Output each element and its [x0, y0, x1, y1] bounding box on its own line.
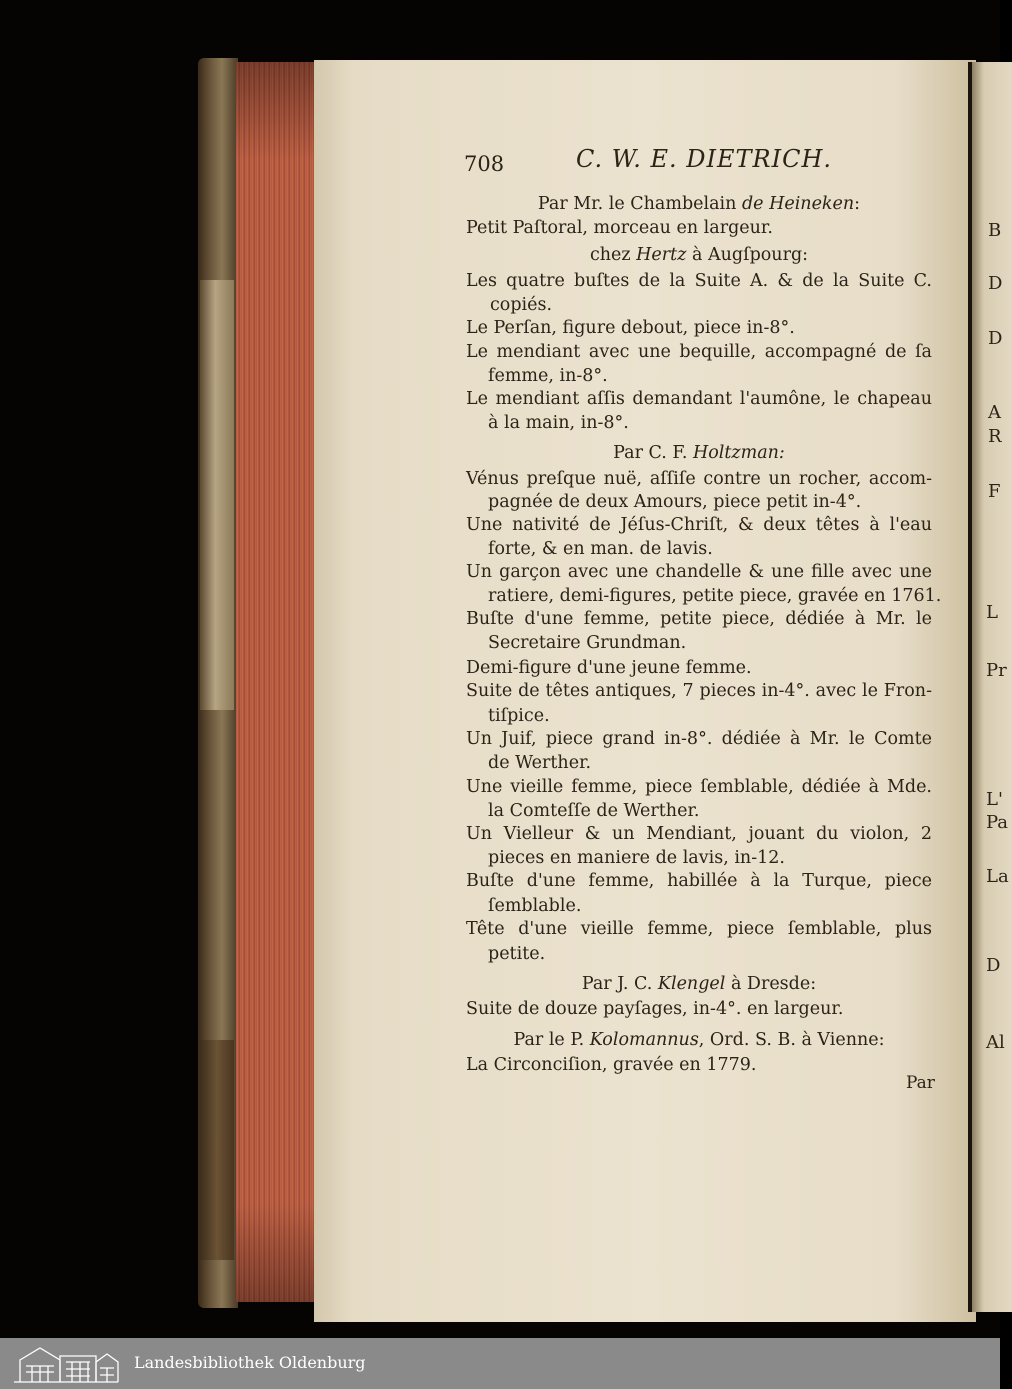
facing-page-letter: D	[988, 273, 1003, 294]
text-line: la Comteſſe de Werther.	[488, 801, 700, 821]
text-line: Demi-figure d'une jeune femme.	[466, 658, 752, 678]
text-line: Suite de têtes antiques, 7 pieces in-4°. avec le Fron-	[466, 681, 932, 701]
facing-page-letter: Al	[986, 1032, 1005, 1053]
facing-page-letter: D	[988, 328, 1003, 349]
facing-page-letter: B	[988, 220, 1002, 241]
text-line: Une vieille femme, piece ſemblable, dédiée à Mde.	[466, 777, 932, 797]
section-heading: Par J. C. Klengel à Dresde:	[581, 974, 817, 994]
facing-page-letter: La	[986, 866, 1009, 887]
facing-page-letter: F	[988, 481, 1001, 502]
facing-page-sliver	[972, 62, 1012, 1312]
page-edges-shade	[236, 62, 316, 1302]
text-line: Buſte d'une femme, petite piece, dédiée à Mr. le	[466, 609, 932, 629]
text-line: pieces en maniere de lavis, in-12.	[488, 848, 785, 868]
text-line: Un Juif, piece grand in-8°. dédiée à Mr. le Comte	[466, 729, 932, 749]
text-line: Le mendiant avec une bequille, accompagné de ſa	[466, 342, 932, 362]
text-line: Tête d'une vieille femme, piece ſemblable, plus	[466, 919, 932, 939]
spine-worn-patch-lower	[200, 1040, 234, 1260]
text-line: Le Perſan, figure debout, piece in-8°.	[466, 318, 795, 338]
text-line: La Circonciſion, gravée en 1779.	[466, 1055, 757, 1075]
facing-page-letter: L'	[986, 789, 1003, 810]
page-number: 708	[464, 152, 505, 176]
facing-page-letter: A	[988, 402, 1001, 423]
text-line: Les quatre buſtes de la Suite A. & de la Suite C.	[466, 271, 932, 291]
text-line: ſemblable.	[488, 896, 582, 916]
text-line: Le mendiant aſſis demandant l'aumône, le chapeau	[466, 389, 932, 409]
text-line: copiés.	[490, 295, 553, 315]
text-line: Suite de douze payſages, in-4°. en largeur.	[466, 999, 844, 1019]
catchword: Par	[906, 1073, 935, 1093]
facing-page-letter: L	[986, 602, 998, 623]
text-line: Un Vielleur & un Mendiant, jouant du violon, 2	[466, 824, 932, 844]
text-line: Buſte d'une femme, habillée à la Turque, piece	[466, 871, 932, 891]
text-line: petite.	[488, 944, 546, 964]
facing-page-letter: Pr	[986, 660, 1007, 681]
text-line: tiſpice.	[488, 706, 550, 726]
text-line: forte, & en man. de lavis.	[488, 539, 713, 559]
text-line: Petit Paſtoral, morceau en largeur.	[466, 218, 773, 238]
library-building-icon	[10, 1342, 122, 1385]
text-line: Une nativité de Jéſus-Chriſt, & deux têtes à l'eau	[466, 515, 932, 535]
text-line: Secretaire Grundman.	[488, 633, 687, 653]
text-line: Un garçon avec une chandelle & une fille avec une	[466, 562, 932, 582]
section-heading: Par Mr. le Chambelain de Heineken:	[537, 194, 861, 214]
section-heading: Par le P. Kolomannus, Ord. S. B. à Vienne:	[513, 1030, 885, 1050]
text-line: femme, in-8°.	[488, 366, 608, 386]
text-line: ratiere, demi-figures, petite piece, gravée en 1761.	[488, 586, 942, 606]
section-heading: Par C. F. Holtzman:	[613, 443, 785, 463]
text-line: Vénus preſque nuë, aſſiſe contre un rocher, accom-	[466, 469, 932, 489]
spine-worn-patch	[200, 280, 234, 710]
text-line: à la main, in-8°.	[488, 413, 629, 433]
text-line: de Werther.	[488, 753, 592, 773]
library-footer-bar	[0, 1338, 1000, 1389]
running-title: C. W. E. DIETRICH.	[576, 145, 832, 173]
library-name: Landesbibliothek Oldenburg	[134, 1353, 366, 1372]
text-line: pagnée de deux Amours, piece petit in-4°.	[488, 492, 862, 512]
facing-page-letter: D	[986, 955, 1001, 976]
facing-page-letter: R	[988, 426, 1002, 447]
section-heading: chez Hertz à Augſpourg:	[589, 245, 809, 265]
facing-page-letter: Pa	[986, 812, 1009, 833]
